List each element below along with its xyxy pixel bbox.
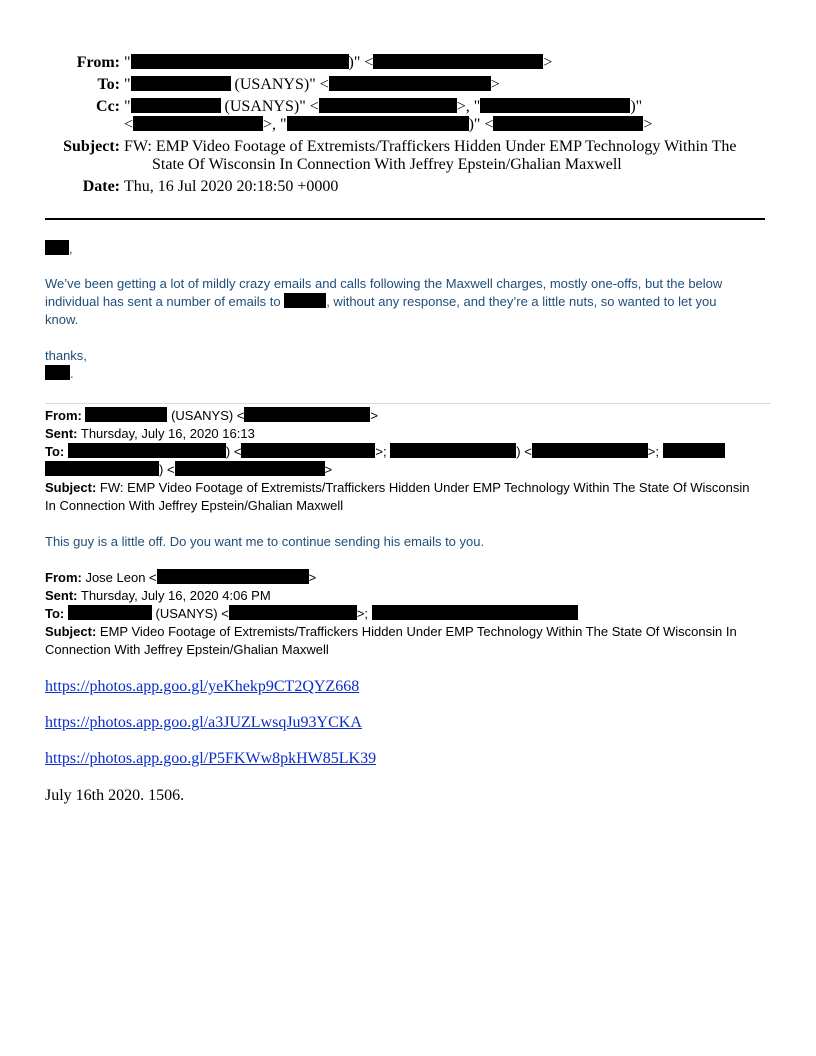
redaction [287,116,469,131]
cc-value-line1: " (USANYS)" < >, " )" [124,98,643,115]
to-label: To: [97,76,120,93]
to-value: " (USANYS)" < > [124,76,500,93]
photo-link-3[interactable]: https://photos.app.goo.gl/P5FKWw8pkHW85LK39 [45,750,377,767]
redaction [45,461,159,476]
fw1-to-line-2: ) < > [45,461,332,479]
redaction [131,54,349,69]
fw1-from: From: (USANYS) < > [45,408,378,423]
fw2-sent: Sent: Thursday, July 16, 2020 4:06 PM [45,588,271,603]
signature: . [45,365,74,383]
redaction [373,54,543,69]
redaction [133,116,263,131]
redaction [390,443,516,458]
redaction [131,98,221,113]
redaction [229,605,357,620]
cc-value-line2: < >, " )" < > [124,116,653,133]
redaction [532,443,648,458]
thanks: thanks, [45,348,87,363]
redaction [284,293,326,308]
redaction [493,116,643,131]
redaction [244,407,370,422]
fw1-to-line-1: To: ) < >; ) < >; [45,443,725,461]
fw1-message: This guy is a little off. Do you want me to continue sending his emails to you. [45,534,485,549]
from-value: " )" < > [124,54,553,71]
redaction [45,240,69,255]
fw1-subject-line-2: In Connection With Jeffrey Epstein/Ghalian Maxwell [45,498,344,513]
redaction [663,443,725,458]
redaction [480,98,630,113]
subject-line-2: State Of Wisconsin In Connection With Jeffrey Epstein/Ghalian Maxwell [152,156,622,173]
photo-link-1[interactable]: https://photos.app.goo.gl/yeKhekp9CT2QYZ668 [45,678,360,695]
redaction [45,365,70,380]
greeting: , [45,240,73,258]
fw2-to: To: (USANYS) < >; [45,605,578,623]
redaction [131,76,231,91]
redaction [157,569,309,584]
body-line-2: individual has sent a number of emails to , without any response, and they’re a little nuts, so wanted to let you [45,294,717,309]
header-divider [45,218,765,220]
date-label: Date: [82,178,120,195]
redaction [175,461,325,476]
redaction [372,605,578,620]
cc-label: Cc: [96,98,120,115]
subject-line-1: FW: EMP Video Footage of Extremists/Traffickers Hidden Under EMP Technology Within The [124,138,737,155]
fw2-subject-line-2: Connection With Jeffrey Epstein/Ghalian Maxwell [45,642,329,657]
fw1-sent: Sent: Thursday, July 16, 2020 16:13 [45,426,255,441]
closing-line: July 16th 2020. 1506. [45,787,185,804]
fw1-subject-line-1: Subject: FW: EMP Video Footage of Extremists/Traffickers Hidden Under EMP Technology Within The State Of Wisconsin [45,480,750,495]
redaction [319,98,457,113]
from-label: From: [76,54,120,71]
body-line-1: We’ve been getting a lot of mildly crazy emails and calls following the Maxwell charges, mostly one-offs, but the below [45,276,723,291]
redaction [85,407,167,422]
redaction [329,76,491,91]
redaction [68,605,152,620]
body-line-3: know. [45,312,79,327]
fw2-subject-line-1: Subject: EMP Video Footage of Extremists/Traffickers Hidden Under EMP Technology Within The State Of Wisconsin In [45,624,737,639]
fw2-from: From: Jose Leon < > [45,570,317,585]
redaction [68,443,226,458]
photo-link-2[interactable]: https://photos.app.goo.gl/a3JUZLwsqJu93YCKA [45,714,362,731]
forward-divider [45,403,771,404]
subject-label: Subject: [63,138,120,155]
date-value: Thu, 16 Jul 2020 20:18:50 +0000 [124,178,339,195]
redaction [241,443,375,458]
